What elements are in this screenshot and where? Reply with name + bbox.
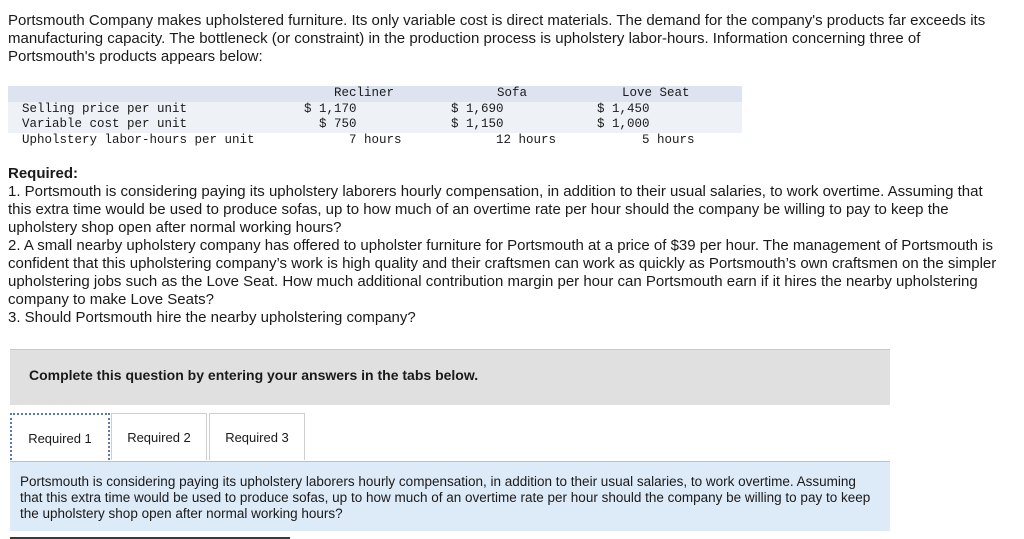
problem-intro: Portsmouth Company makes upholstered furniture. Its only variable cost is direct materials. The demand for the company's products far exceeds its manufacturing capacity. The bottleneck (or constraint) in the production process is upholstery labor-hours. Information concerning three of Portsmouth's products appears below: <box>8 12 986 65</box>
table-row <box>8 133 742 149</box>
required-section <box>8 165 1008 327</box>
cell-sofa: $ 1,150 <box>451 117 504 131</box>
cell-recliner: $ 750 <box>304 117 357 131</box>
tab-required-1[interactable]: Required 1 <box>10 413 110 460</box>
question-2: 2. A small nearby upholstery company has offered to upholster furniture for Portsmouth at a price of $39 per hour. The management of Portsmouth is confident that this upholstering company’s work is high quality and their craftsmen can work as quickly as Portsmouth’s own craftsmen on the simpler upholstering jobs such as the Love Seat. How much additional contribution margin per hour can Portsmouth earn if it hires the nearby upholstering company to make Love Seats? <box>8 237 997 308</box>
instruction-banner <box>10 349 890 405</box>
question-1: 1. Portsmouth is considering paying its upholstery laborers hourly compensation, in addition to their usual salaries, to work overtime. Assuming that this extra time would be used to produce sofas, up to how much of an overtime rate per hour should the company be willing to pay to keep the upholstery shop open after normal working hours? <box>8 183 983 236</box>
row-label: Selling price per unit <box>22 101 188 116</box>
column-header-love-seat: Love Seat <box>622 86 690 100</box>
table-header-row <box>8 86 742 102</box>
panel-question-text: Portsmouth is considering paying its upholstery laborers hourly compensation, in addition to their usual salaries, to work overtime. Assuming that this extra time would be used to produce sofas, up to how much of an overtime rate per hour should the company be willing to pay to keep the upholstery shop open after normal working hours? <box>20 474 871 521</box>
tab-required-2[interactable]: Required 2 <box>111 413 207 460</box>
table-row <box>8 102 742 118</box>
column-header-recliner: Recliner <box>334 86 395 100</box>
tab-required-3[interactable]: Required 3 <box>209 413 305 460</box>
cell-sofa: 12 hours <box>451 132 557 147</box>
required-title: Required: <box>8 165 79 182</box>
tab-panel-required-1 <box>10 461 890 531</box>
question-3: 3. Should Portsmouth hire the nearby upholstering company? <box>8 309 416 326</box>
cell-recliner: 7 hours <box>304 132 402 147</box>
row-label: Variable cost per unit <box>22 117 188 131</box>
cell-sofa: $ 1,690 <box>451 101 504 116</box>
table-row <box>8 117 742 133</box>
row-label: Upholstery labor-hours per unit <box>22 132 255 147</box>
cell-love-seat: $ 1,450 <box>597 101 650 116</box>
product-data-table <box>8 86 742 148</box>
cell-recliner: $ 1,170 <box>304 101 357 116</box>
cell-love-seat: 5 hours <box>597 132 695 147</box>
cell-love-seat: $ 1,000 <box>597 117 650 131</box>
instruction-text: Complete this question by entering your answers in the tabs below. <box>29 367 479 383</box>
column-header-sofa: Sofa <box>497 86 528 100</box>
